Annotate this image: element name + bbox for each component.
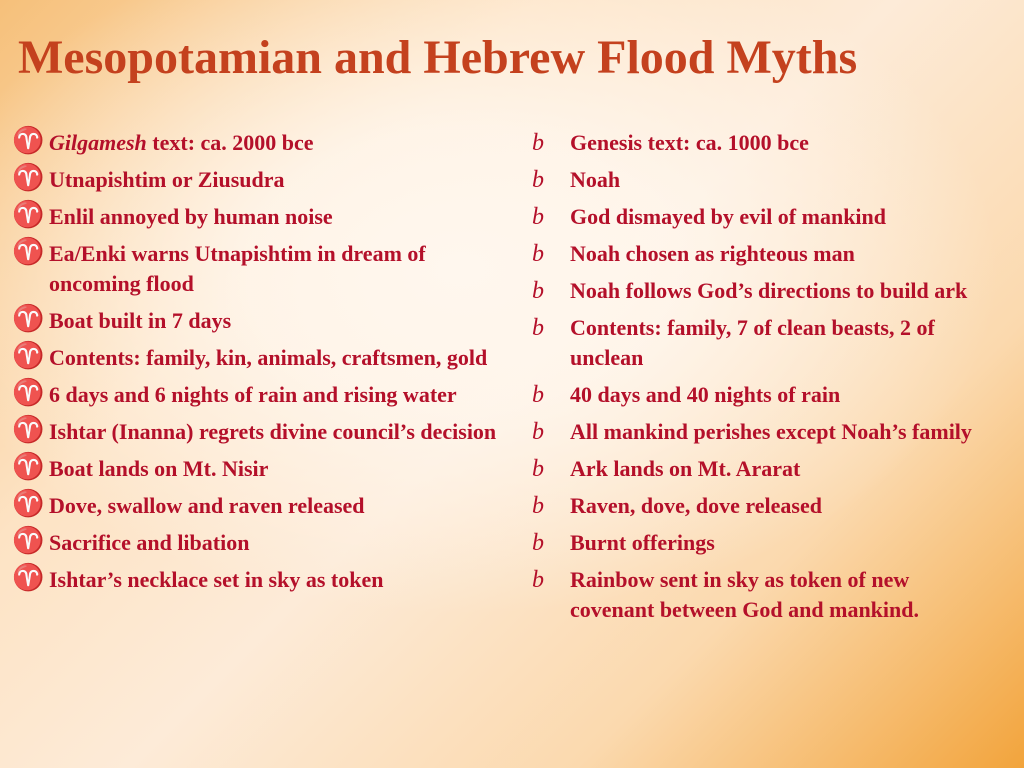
list-item [12,239,502,299]
list-item [528,491,998,521]
list-item-text: Noah follows God’s directions to build ark [570,278,968,303]
list-item-text: God dismayed by evil of mankind [570,204,887,229]
list-item [528,313,998,373]
script-b-bullet-icon: b [532,315,544,341]
list-item [528,380,998,410]
aries-bullet-icon: ♈ [12,126,45,155]
list-item [12,380,502,410]
aries-bullet-icon: ♈ [12,563,45,592]
script-b-bullet-icon: b [532,167,544,193]
aries-bullet-icon: ♈ [12,489,45,518]
script-b-bullet-icon: b [532,493,544,519]
list-item [12,128,502,158]
list-item-text: Noah [570,167,621,192]
script-b-bullet-icon: b [532,382,544,408]
list-item [528,128,998,158]
aries-bullet-icon: ♈ [12,200,45,229]
list-item-text: Ea/Enki warns Utnapishtim in dream of oncoming flood [49,241,426,296]
list-item-text: Contents: family, 7 of clean beasts, 2 of unclean [570,315,935,370]
list-item-text: 40 days and 40 nights of rain [570,382,841,407]
script-b-bullet-icon: b [532,419,544,445]
aries-bullet-icon: ♈ [12,341,45,370]
script-b-bullet-icon: b [532,567,544,593]
list-item [12,454,502,484]
aries-bullet-icon: ♈ [12,304,45,333]
mesopotamian-list [12,128,502,602]
list-item-text: Boat lands on Mt. Nisir [49,456,269,481]
aries-bullet-icon: ♈ [12,378,45,407]
list-item-text: Utnapishtim or Ziusudra [49,167,285,192]
list-item [528,239,998,269]
list-item [12,491,502,521]
list-item [12,417,502,447]
script-b-bullet-icon: b [532,278,544,304]
list-item-text: 6 days and 6 nights of rain and rising water [49,382,457,407]
list-item [12,565,502,595]
aries-bullet-icon: ♈ [12,526,45,555]
list-item-text: Ishtar’s necklace set in sky as token [49,567,384,592]
slide-title: Mesopotamian and Hebrew Flood Myths [18,31,858,84]
list-item [528,528,998,558]
list-item [528,417,998,447]
list-item-text: Rainbow sent in sky as token of new covenant between God and mankind. [570,567,920,622]
list-item-text: Dove, swallow and raven released [49,493,365,518]
script-b-bullet-icon: b [532,204,544,230]
list-item [528,276,998,306]
list-item [12,165,502,195]
aries-bullet-icon: ♈ [12,163,45,192]
list-item [528,202,998,232]
list-item [528,165,998,195]
hebrew-list [528,128,998,632]
list-item-text: Noah chosen as righteous man [570,241,855,266]
list-item-text: Burnt offerings [570,530,715,555]
aries-bullet-icon: ♈ [12,452,45,481]
list-item-text: Boat built in 7 days [49,308,232,333]
list-item [12,202,502,232]
list-item [528,565,998,625]
list-item [12,343,502,373]
list-item-text: Sacrifice and libation [49,530,250,555]
list-item-text: Contents: family, kin, animals, craftsmen, gold [49,345,488,370]
list-item-text: Genesis text: ca. 1000 bce [570,130,809,155]
script-b-bullet-icon: b [532,530,544,556]
list-item [12,306,502,336]
list-item-text: Raven, dove, dove released [570,493,822,518]
list-item-text: All mankind perishes except Noah’s family [570,419,972,444]
script-b-bullet-icon: b [532,456,544,482]
script-b-bullet-icon: b [532,130,544,156]
aries-bullet-icon: ♈ [12,415,45,444]
list-item-text: text: ca. 2000 bce [146,130,314,155]
aries-bullet-icon: ♈ [12,237,45,266]
list-item-text: Ishtar (Inanna) regrets divine council’s decision [49,419,497,444]
list-item [528,454,998,484]
list-item [12,528,502,558]
script-b-bullet-icon: b [532,241,544,267]
list-item-italic-text: Gilgamesh [49,130,147,155]
list-item-text: Ark lands on Mt. Ararat [570,456,801,481]
list-item-text: Enlil annoyed by human noise [49,204,333,229]
